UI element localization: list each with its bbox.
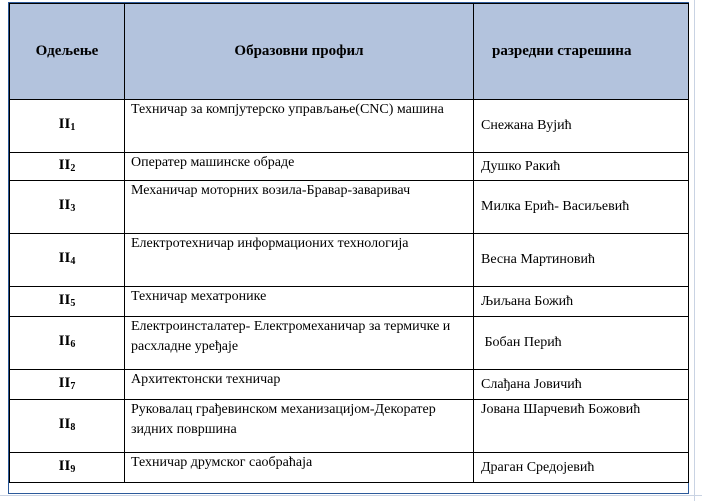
page-margin-guide <box>694 0 695 501</box>
profile-cell: Механичар моторних возила-Бравар-заваривач <box>125 181 474 234</box>
table-row <box>10 234 689 287</box>
header-profile: Образовни профил <box>125 4 474 100</box>
teacher-cell: Душко Ракић <box>474 153 689 181</box>
teacher-cell: Драган Средојевић <box>474 453 689 483</box>
profile-cell: Електроинсталатер- Електромеханичар за термичке и расхладне уређаје <box>125 317 474 370</box>
table-row <box>10 287 689 317</box>
class-cell: $II_3$ <box>10 181 125 234</box>
class-cell: $II_7$ <box>10 370 125 400</box>
profile-cell: Електротехничар информационих технологија <box>125 234 474 287</box>
table-row <box>10 453 689 483</box>
class-cell: $II_8$ <box>10 400 125 453</box>
teacher-cell: Слађана Јовичић <box>474 370 689 400</box>
class-teachers-table <box>9 3 689 483</box>
profile-cell: Архитектонски техничар <box>125 370 474 400</box>
header-row <box>10 4 689 100</box>
teacher-cell: Јована Шарчевић Божовић <box>474 400 689 453</box>
page-margin-guide-bottom <box>0 495 702 496</box>
table-row <box>10 400 689 453</box>
table-row <box>10 370 689 400</box>
teacher-cell: Бобан Перић <box>474 317 689 370</box>
class-cell: $II_4$ <box>10 234 125 287</box>
class-cell: $II_2$ <box>10 153 125 181</box>
class-cell: $II_1$ <box>10 100 125 153</box>
header-class: Одељење <box>10 4 125 100</box>
profile-cell: Техничар мехатронике <box>125 287 474 317</box>
table-row <box>10 181 689 234</box>
profile-cell: Руковалац грађевинском механизацијом-Декоратер зидних површина <box>125 400 474 453</box>
profile-cell: Техничар друмског саобраћаја <box>125 453 474 483</box>
teacher-cell: Милка Ерић- Васиљевић <box>474 181 689 234</box>
table-row <box>10 100 689 153</box>
table-row <box>10 317 689 370</box>
teacher-cell: Весна Мартиновић <box>474 234 689 287</box>
profile-cell: Техничар за компјутерско управљање(CNC) машина <box>125 100 474 153</box>
class-cell: $II_9$ <box>10 453 125 483</box>
class-cell: $II_5$ <box>10 287 125 317</box>
teacher-cell: Снежана Вујић <box>474 100 689 153</box>
profile-cell: Оператер машинске обраде <box>125 153 474 181</box>
table-row <box>10 153 689 181</box>
header-teacher: разредни старешина <box>474 4 689 100</box>
teacher-cell: Љиљана Божић <box>474 287 689 317</box>
class-cell: $II_6$ <box>10 317 125 370</box>
